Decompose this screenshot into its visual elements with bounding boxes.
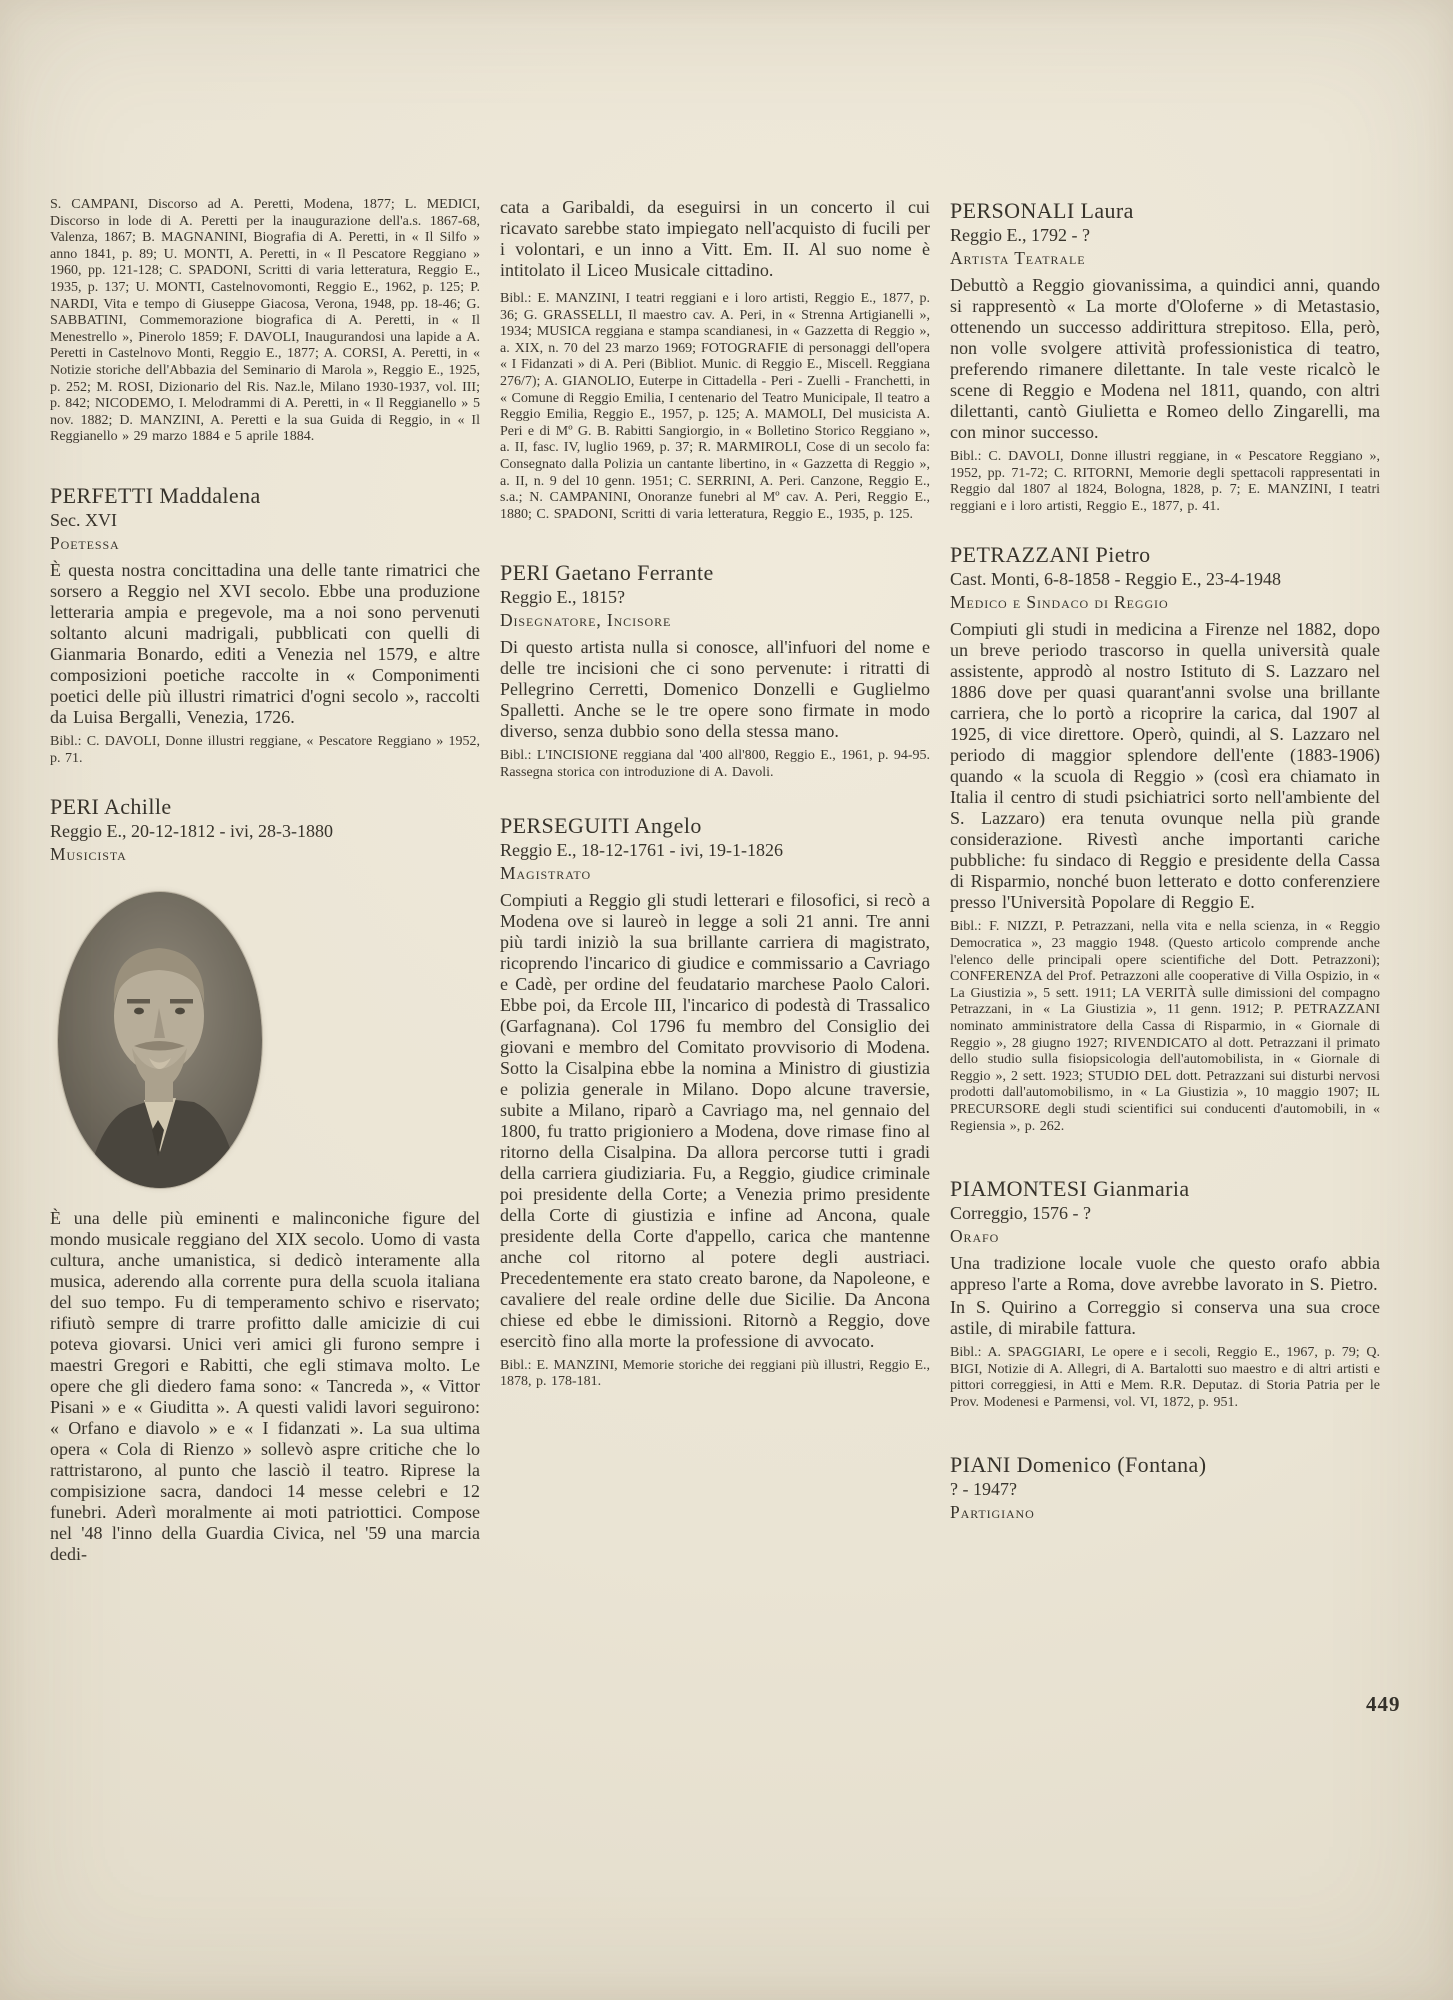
entry-peri-achille [50,793,480,1565]
entry-dates: Correggio, 1576 - ? [950,1203,1091,1224]
entry-piamontesi-gianmaria [950,1175,1380,1411]
entry-profession: Disegnatore, Incisore [500,610,672,631]
entry-bibliography: Bibl.: A. SPAGGIARI, Le opere e i secoli, Reggio E., 1967, p. 79; Q. BIGI, Notizie di A. Allegri, di A. Bartalotti suo maestro e di altri artisti e pittori correggiesi, in Atti e Mem. R.R. Deputaz. di Storia Patria per le Prov. Modenesi e Parmensi, vol. VI, 1872, p. 951. [950,1345,1380,1410]
column-right [950,197,1380,1565]
entry-body: Di questo artista nulla si conosce, all'infuori del nome e delle tre incisioni che ci sono pervenute: i ritratti di Pellegrino Cerretti, Domenico Donzelli e Guglielmo Spalletti. Anche se le tre opere sono firmate in modo diverso, senza dubbio sono della stessa mano. [500,637,930,742]
entry-bibliography-peri-achille: Bibl.: E. MANZINI, I teatri reggiani e i loro artisti, Reggio E., 1877, p. 36; G. GRASSELLI, Il maestro cav. A. Peri, in « Strenna Artigianelli », 1934; MUSICA reggiana e stampa scandianesi, in « Gazzetta di Reggio », a. XIX, n. 70 del 23 marzo 1969; FOTOGRAFIE di personaggi dell'opera « I Fidanzati » di A. Peri (Bibliot. Munic. di Reggio E., Miscell. Reggiana 276/7); A. GIANOLIO, Euterpe in Cittadella - Peri - Zuelli - Franchetti, in « Comune di Reggio Emilia, I centenario del Teatro Municipale, Il teatro a Reggio Emilia, Reggio E., 1957, p. 125; A. MAMOLI, Del musicista A. Peri e di Mº G. B. Rabitti Sangiorgio, in « Bolletino Storico Reggiano », a. II, fasc. IV, luglio 1969, p. 37; R. MARMIROLI, Cose di un secolo fa: Consegnato dalla Polizia un cantante libertino, in « Gazzetta di Reggio », a. II, n. 9 del 10 genn. 1951; C. SERRINI, A. Peri. Canzone, Reggio E., s.a.; N. CAMPANINI, Onoranze funebri al Mº cav. A. Peri, Reggio E., 1880; C. SPADONI, Scritti di varia letteratura, Reggio E., 1935, p. 125. [500,291,930,522]
entry-name: PERI Achille [50,794,172,820]
entry-name: PERFETTI Maddalena [50,482,261,508]
entry-piani-domenico [950,1451,1380,1524]
entry-dates: Reggio E., 1815? [500,587,625,608]
entry-dates: Reggio E., 20-12-1812 - ivi, 28-3-1880 [50,821,333,842]
entry-bibliography: Bibl.: C. DAVOLI, Donne illustri reggiane, « Pescatore Reggiano » 1952, p. 71. [50,733,480,766]
column-middle [500,197,930,1565]
entry-bibliography: Bibl.: L'INCISIONE reggiana dal '400 all'800, Reggio E., 1961, p. 94-95. Rassegna storica con introduzione di A. Davoli. [500,748,930,780]
entry-name: PIANI Domenico (Fontana) [950,1452,1207,1478]
entry-name: PERI Gaetano Ferrante [500,560,714,586]
entry-perseguiti-angelo [500,812,930,1391]
entry-name: PERSEGUITI Angelo [500,812,702,838]
entry-profession: Musicista [50,844,127,865]
entry-petrazzani-pietro [950,541,1380,1135]
entry-body: È questa nostra concittadina una delle tante rimatrici che sorsero a Reggio nel XVI secolo. Ebbe una produzione letteraria ampia e pregevole, ma a noi sono pervenuti soltanto alcuni madrigali, pubblicati con quelli di Gianmaria Bonardo, editi a Venezia nel 1579, e altre composizioni poetiche raccolte in « Componimenti poetici delle più illustri rimatrici d'ogni secolo », raccolti da Luisa Bergalli, Venezia, 1726. [50,559,480,727]
entry-body: Compiuti a Reggio gli studi letterari e filosofici, si recò a Modena ove si laureò in legge a soli 21 anni. Tre anni più tardi iniziò la sua brillante carriera di magistrato, ricoprendo l'incarico di giudice e commissario a Cavriago e Cadè, per ordine del feudatario marchese Paolo Calori. Ebbe poi, da Ercole III, l'incarico di podestà di Trassalico (Garfagnana). Col 1796 fu membro del Consiglio dei giovani e membro del Comitato provvisorio di Modena. Sotto la Cisalpina ebbe la nomina a Ministro di giustizia e polizia generale in Milano. Dopo alcune traversie, subite a Milano, riparò a Cavriago ma, nel gennaio del 1800, fu tratto prigioniero a Modena, dove rimase fino al ritorno della Cisalpina. Da allora percorse tutti i gradi della carriera giudiziaria. Fu, a Reggio, giudice criminale poi presidente della Corte; a Venezia primo presidente della Corte di giustizia e infine ad Ancona, quale presidente della Corte d'appello, carica che mantenne anche col ritorno al potere degli austriaci. Precedentemente era stato creato barone, da Napoleone, e cavaliere del reale ordine delle due Sicilie. Da Ancona chiese ed ebbe le dimissioni. Ritornò a Reggio, dove esercitò fino alla morte la professione di avvocato. [500,889,930,1351]
entry-peri-achille-continuation: cata a Garibaldi, da eseguirsi in un concerto il cui ricavato sarebbe stato impiegato nell'acquisto di fucili per i volontari, e un inno a Vitt. Em. II. Al suo nome è intitolato il Liceo Musicale cittadino. [500,197,930,280]
entry-bibliography: Bibl.: F. NIZZI, P. Petrazzani, nella vita e nella scienza, in « Reggio Democratica », 23 maggio 1948. (Questo articolo comprende anche l'elenco delle principali opere scientifiche del Dott. Petrazzoni); CONFERENZA del Prof. Petrazzoni alle cooperative di Villa Ospizio, in « La Giustizia », 5 sett. 1911; LA VERITÀ sulle dimissioni del compagno Petrazzani, in « La Giustizia », 11 genn. 1912; P. PETRAZZANI nominato amministratore della Cassa di Risparmio, in « Giornale di Reggio », 28 giugno 1927; RIVENDICATO al dott. Petrazzani il primato dello studio sulla fisiopsicologia dell'automobilista, in « Giornale di Reggio », 2 sett. 1923; STUDIO DEL dott. Petrazzani sui disturbi nervosi prodotti dall'automobilismo, in « La Giustizia », 10 maggio 1907; IL PRECURSORE degli studi scientifici sui conducenti d'automobili, in « Regiensia », p. 262. [950,919,1380,1134]
entry-profession: Poetessa [50,532,120,553]
entry-bibliography: Bibl.: C. DAVOLI, Donne illustri reggiane, in « Pescatore Reggiano », 1952, pp. 71-72; C. RITORNI, Memorie degli spettacoli rappresentati in Reggio dal 1807 al 1824, Bologna, 1828, p. 7; E. MANZINI, I teatri reggiani e i loro artisti, Reggio E., 1877, p. 41. [950,449,1380,514]
entry-name: PIAMONTESI Gianmaria [950,1176,1190,1202]
entry-profession: Artista Teatrale [950,248,1086,268]
portrait-photo-achille-peri [58,892,262,1188]
text-columns [50,197,1380,1565]
bibliography-continued-peretti: S. CAMPANI, Discorso ad A. Peretti, Modena, 1877; L. MEDICI, Discorso in lode di A. Peretti per la inaugurazione dell'a.s. 1867-68, Valenza, 1867; B. MAGNANINI, Biografia di A. Peretti, in « Il Silfo » anno 1841, p. 89; U. MONTI, A. Peretti, in « Il Pescatore Reggiano » 1960, pp. 121-128; C. SPADONI, Scritti di varia letteratura, Reggio E., 1935, p. 137; U. MONTI, Castelnovomonti, Reggio E., 1962, p. 125; P. NARDI, Vita e tempo di Giuseppe Giacosa, Verona, 1948, pp. 18-46; G. SABBATINI, Commemorazione biografica di A. Peretti, in « Il Menestrello », Pinerolo 1859; F. DAVOLI, Inaugurandosi una lapide a A. Peretti in Castelnovo Monti, Reggio E., 1877; A. CORSI, A. Peretti, in « Notizie storiche dell'Abbazia del Seminario di Marola », Reggio E., 1925, p. 252; M. ROSI, Dizionario del Ris. Naz.le, Milano 1930-1937, vol. III; p. 842; NICODEMO, I. Melodrammi di A. Peretti, in « Il Reggianello » 5 nov. 1882; D. MANZINI, A. Peretti e la sua Guida di Reggio, in « Il Reggianello » 29 marzo 1884 e 5 aprile 1884. [50,197,480,445]
entry-body: Una tradizione locale vuole che questo orafo abbia appreso l'arte a Roma, dove avrebbe lavorato in S. Pietro. [950,1253,1380,1295]
entry-body-2: In S. Quirino a Correggio si conserva una sua croce astile, di mirabile fattura. [950,1297,1380,1339]
entry-bibliography: Bibl.: E. MANZINI, Memorie storiche dei reggiani più illustri, Reggio E., 1878, p. 178-181. [500,1357,930,1390]
entry-profession: Medico e Sindaco di Reggio [950,592,1169,613]
entry-dates: ? - 1947? [950,1479,1017,1500]
entry-dates: Sec. XVI [50,509,117,530]
entry-dates: Reggio E., 1792 - ? [950,225,1090,245]
column-left [50,197,480,1565]
entry-profession: Magistrato [500,862,592,883]
entry-body: Debuttò a Reggio giovanissima, a quindici anni, quando si rappresentò « La morte d'Oloferne » di Metastasio, ottenendo un successo addirittura strepitoso. Ella, però, non volle svolgere attività professionistica di teatro, preferendo rimanere dilettante. In tale veste ricalcò le scene di Reggio e Modena nel 1811, quando, con altri dilettanti, cantò Giulietta e Romeo dello Zingarelli, ma con minor successo. [950,275,1380,442]
entry-dates: Cast. Monti, 6-8-1858 - Reggio E., 23-4-1948 [950,569,1281,590]
entry-perfetti-maddalena [50,482,480,767]
entry-personali-laura [950,197,1380,515]
entry-name: PERSONALI Laura [950,198,1134,223]
entry-body: È una delle più eminenti e malinconiche figure del mondo musicale reggiano del XIX secolo. Uomo di vasta cultura, anche umanistica, si dedicò interamente alla musica, aderendo alla corrente pura della scuola italiana del suo tempo. Fu di temperamento schivo e riservato; rifiutò sempre di trarre profitto dalle amicizie di cui poteva giovarsi. Unici veri amici gli furono sempre i maestri Gregori e Rabitti, che egli stimava molto. Le opere che gli diedero fama sono: « Tancreda », « Vittor Pisani » e « Giuditta ». A questi validi lavori seguirono: « Orfano e diavolo » e « I fidanzati ». La sua ultima opera « Cola di Rienzo » sollevò aspre critiche che lo rattristarono, al punto che lasciò il teatro. Riprese la compisizione sacra, dandoci 14 messe celebri e 12 funebri. Aderì moralmente ai moti patriottici. Compose nel '48 l'inno della Guardia Civica, nel '59 una marcia dedi- [50,1208,480,1565]
entry-body: Compiuti gli studi in medicina a Firenze nel 1882, dopo un breve periodo trascorso in quella università quale assistente, approdò al nostro Istituto di S. Lazzaro nel 1886 dove per quasi quarant'anni svolse una brillante carriera, che lo portò a ricoprire la carica, dal 1907 al 1925, di vice direttore. Operò, quindi, al S. Lazzaro nel periodo di maggior splendore dell'ente (1883-1906) quando « la scuola di Reggio » (così era chiamato in Italia il centro di studi psichiatrici sorto nell'ambiente del S. Lazzaro) era tenuta ovunque nella più grande considerazione. Rivestì anche importanti cariche pubbliche: fu sindaco di Reggio e presidente della Cassa di Risparmio, nonché buon letterato e dotto conferenziere presso l'Università Popolare di Reggio E. [950,619,1380,913]
entry-dates: Reggio E., 18-12-1761 - ivi, 19-1-1826 [500,839,783,860]
page-number: 449 [1366,1692,1401,1716]
entry-profession: Partigiano [950,1502,1035,1523]
portrait-illustration [58,892,262,1188]
entry-peri-gaetano-ferrante [500,559,930,781]
entry-profession: Orafo [950,1226,1000,1247]
entry-name: PETRAZZANI Pietro [950,542,1151,568]
